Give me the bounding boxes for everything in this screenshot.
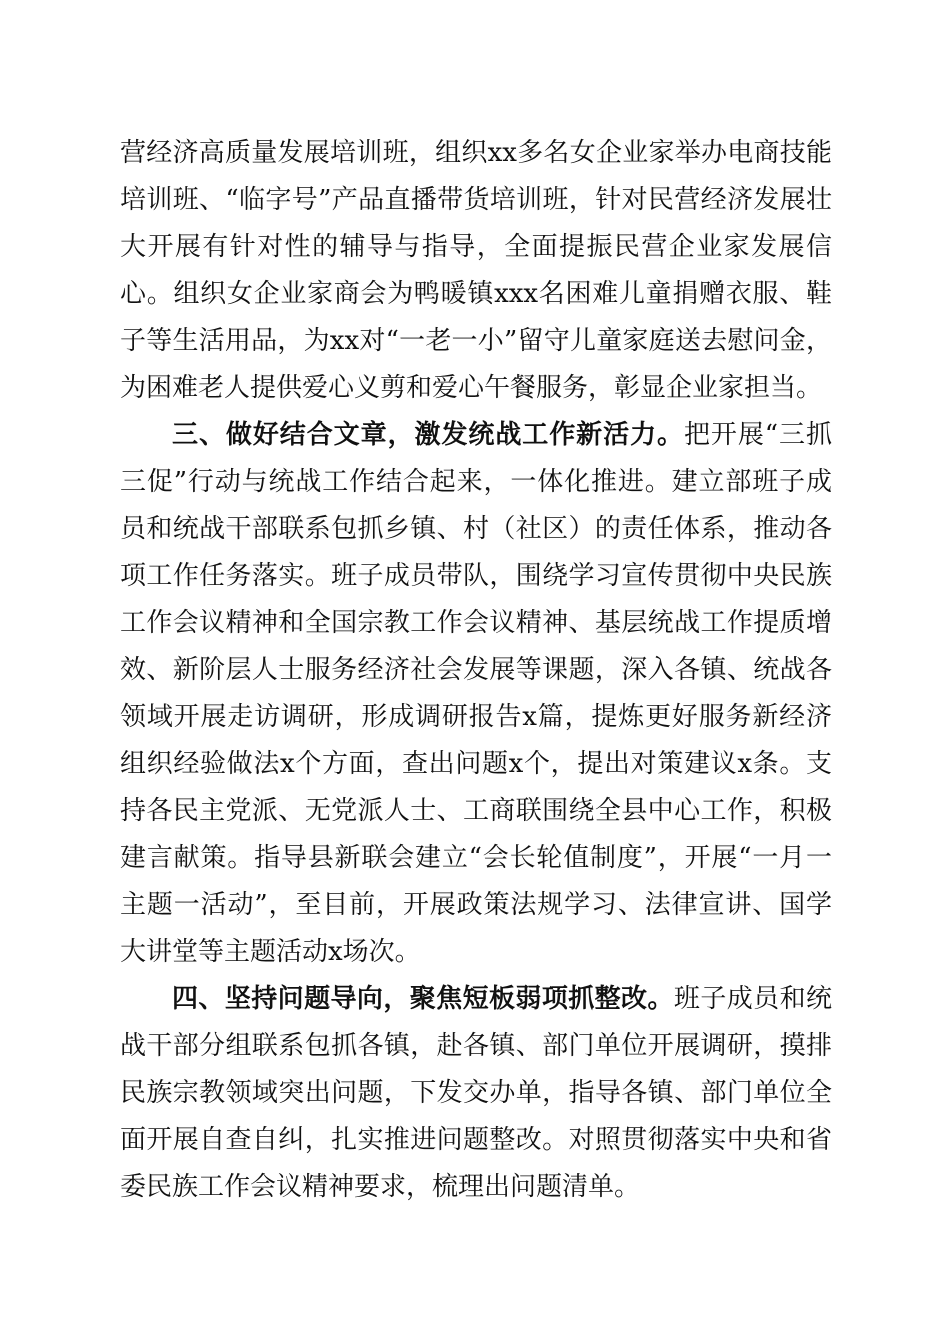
section-three-body: 把开展“三抓三促”行动与统战工作结合起来，一体化推进。建立部班子成员和统战干部联系包抓乡镇、村（社区）的责任体系，推动各项工作任务落实。班子成员带队，围绕学习宣传贯彻中央民族工作会议精神和全国宗教工作会议精神、基层统战工作提质增效、新阶层人士服务经济社会发展等课题，深入各镇、统战各领域开展走访调研，形成调研报告x篇，提炼更好服务新经济组织经验做法x个方面，查出问题x个，提出对策建议x条。支持各民主党派、无党派人士、工商联围绕全县中心工作，积极建言献策。指导县新联会建立“会长轮值制度”，开展“一月一主题一活动”，至目前，开展政策法规学习、法律宣讲、国学大讲堂等主题活动x场次。 — [120, 420, 832, 967]
section-three-heading: 三、做好结合文章，激发统战工作新活力。 — [172, 420, 684, 450]
paragraph-continued — [120, 130, 832, 412]
document-body — [120, 130, 832, 1211]
paragraph-1-body: 营经济高质量发展培训班，组织xx多名女企业家举办电商技能培训班、“临字号”产品直播带货培训班，针对民营经济发展壮大开展有针对性的辅导与指导，全面提振民营企业家发展信心。组织女企业家商会为鸭暖镇xxx名困难儿童捐赠衣服、鞋子等生活用品，为xx对“一老一小”留守儿童家庭送去慰问金，为困难老人提供爱心义剪和爱心午餐服务，彰显企业家担当。 — [120, 138, 832, 403]
paragraph-section-three — [120, 412, 832, 976]
section-four-body: 班子成员和统战干部分组联系包抓各镇，赴各镇、部门单位开展调研，摸排民族宗教领域突出问题，下发交办单，指导各镇、部门单位全面开展自查自纠，扎实推进问题整改。对照贯彻落实中央和省委民族工作会议精神要求，梳理出问题清单。 — [120, 984, 832, 1202]
section-four-heading: 四、坚持问题导向，聚焦短板弱项抓整改。 — [172, 984, 674, 1014]
paragraph-section-four — [120, 976, 832, 1211]
